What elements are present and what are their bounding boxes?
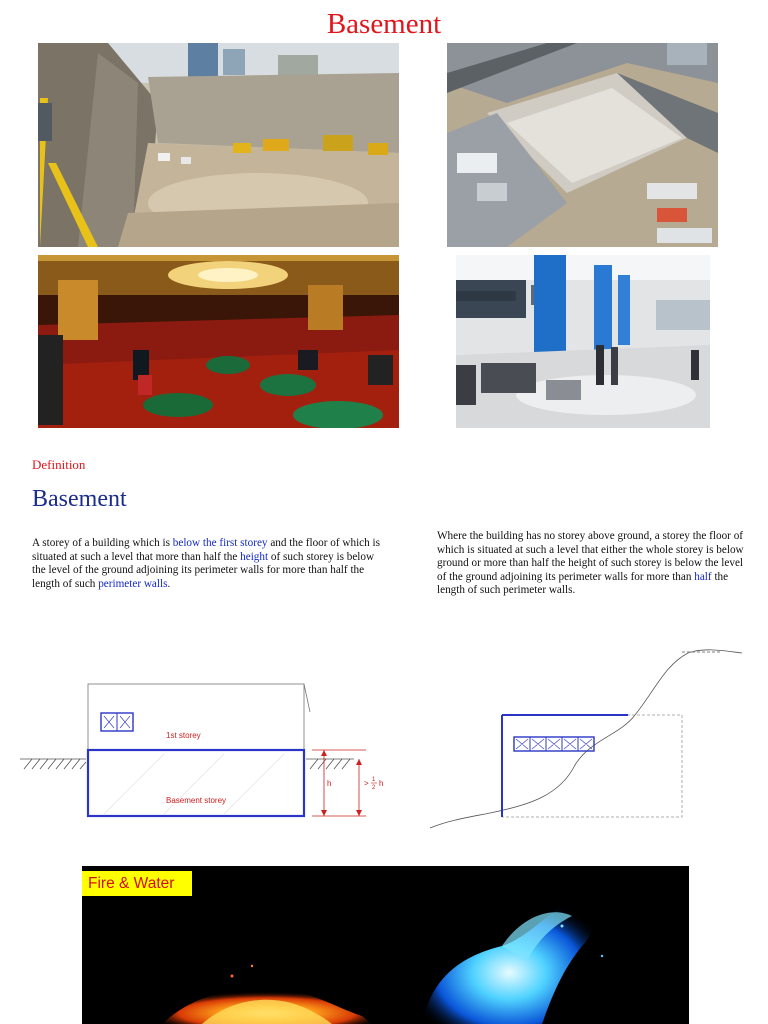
photo-casino-interior	[38, 255, 399, 428]
highlight-perimeter-walls: perimeter walls	[98, 577, 168, 590]
upper-storey-outline	[88, 684, 304, 750]
text: of such storey is below the level of the ground adjoining its perimeter walls for more than half the length of such	[32, 550, 375, 590]
basement-storey-label: Basement storey	[166, 796, 227, 805]
basement-storey-box	[88, 750, 304, 816]
height-dimension	[312, 750, 366, 816]
highlight-half: half	[694, 570, 712, 583]
ratio-suffix: h	[379, 779, 384, 788]
text: and the floor of which is situated at such a level that more than half the	[32, 537, 381, 563]
ground-slope-line	[430, 650, 742, 828]
definition-paragraph-left	[32, 537, 380, 591]
slope-basement-diagram	[420, 645, 750, 835]
highlight-height: height	[240, 550, 269, 563]
window-row-icon	[514, 737, 594, 751]
page-title: Basement	[326, 8, 442, 40]
ground-hatch-left	[20, 759, 86, 769]
definition-paragraph-right	[437, 530, 747, 598]
upper-storey-label: 1st storey	[166, 731, 201, 740]
building-outline-dashed	[502, 715, 682, 817]
ratio-denominator: 2	[372, 785, 376, 791]
building-solid-walls	[502, 715, 628, 817]
definition-label: Definition	[32, 457, 86, 472]
basement-section-diagram	[14, 676, 404, 826]
section-heading: Basement	[32, 486, 127, 512]
highlight-below-first-storey: below the first storey	[172, 537, 268, 549]
ratio-prefix: >	[364, 779, 369, 788]
text: .	[167, 577, 171, 590]
photo-excavation-site	[38, 43, 399, 247]
text: the length of such perimeter walls.	[437, 570, 729, 597]
height-label: h	[327, 779, 332, 788]
fire-water-label: Fire & Water	[82, 871, 192, 896]
text: Where the building has no storey above ground, a storey the floor of which is situated at such a level that either the whole storey is below ground or more than half the height of such storey is below the level of the ground adjoining its perimeter walls for more than	[437, 530, 744, 583]
photo-aerial-construction	[447, 43, 718, 247]
ground-hatch-right	[306, 759, 354, 769]
text: A storey of a building which is	[32, 537, 173, 549]
ratio-numerator: 1	[372, 777, 376, 783]
photo-mall-interior	[456, 255, 710, 428]
